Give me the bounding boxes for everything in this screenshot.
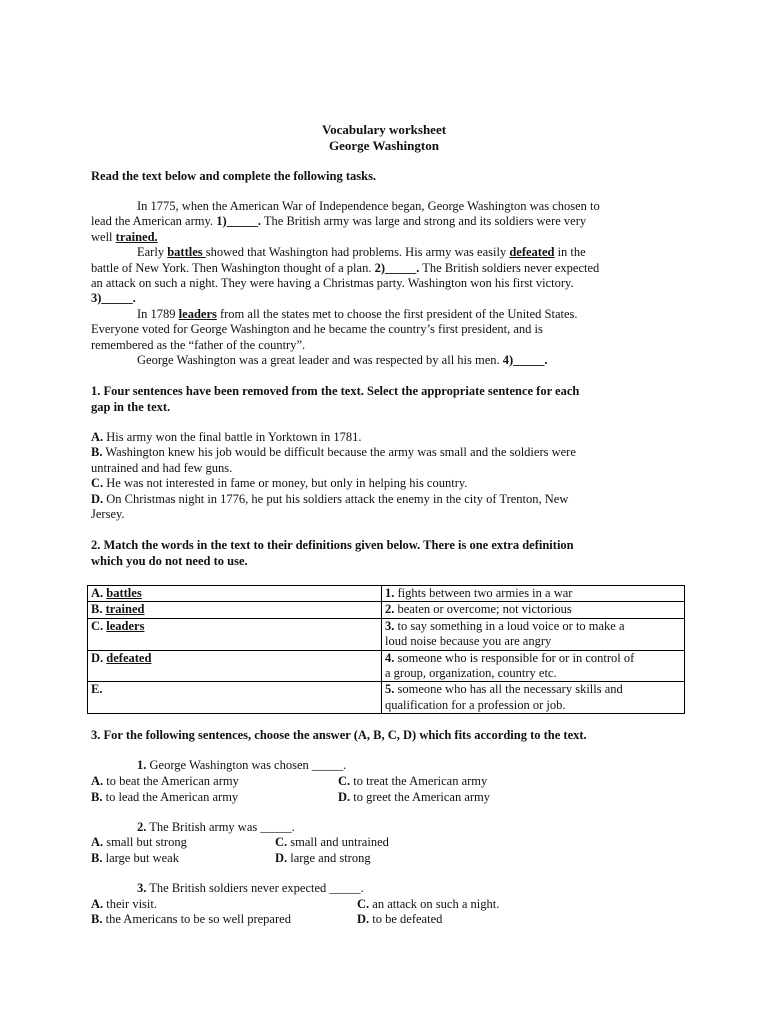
mc-option-c: C. to treat the American army — [338, 774, 488, 788]
mc-question-3: 3. The British soldiers never expected _____. — [137, 881, 364, 895]
mc-option-a: A. small but strong — [91, 835, 187, 849]
mc-option-b: B. large but weak — [91, 851, 179, 865]
passage-line: remembered as the “father of the country”. — [91, 337, 306, 352]
passage-line: In 1775, when the American War of Independence began, George Washington was chosen to — [137, 199, 600, 213]
gap-1: 1)_____. — [216, 214, 261, 229]
word-cell: A. battles — [88, 586, 382, 602]
option-item-cont: Jersey. — [91, 507, 125, 522]
passage-line: George Washington was a great leader and was respected by all his men. 4)_____. — [137, 353, 548, 368]
passage-line — [91, 291, 681, 306]
option-item: D. On Christmas night in 1776, he put his soldiers attack the enemy in the city of Trenton, New — [91, 491, 569, 506]
word-cell: D. defeated — [88, 650, 382, 682]
mc-option-b: B. the Americans to be so well prepared — [91, 912, 291, 926]
mc-option-d: D. large and strong — [275, 851, 371, 865]
passage-line: lead the American army. 1)_____. The British army was large and strong and its soldiers were very — [91, 214, 587, 229]
passage-line: well trained. — [91, 229, 158, 244]
table-row — [88, 586, 685, 602]
mc-option-a: A. their visit. — [91, 897, 157, 911]
vocab-trained: trained. — [115, 229, 158, 244]
mc-option-c: C. small and untrained — [275, 835, 389, 849]
task2-question-cont: which you do not need to use. — [91, 554, 248, 568]
instructions: Read the text below and complete the following tasks. — [91, 169, 377, 183]
passage-line: In 1789 leaders from all the states met to choose the first president of the United States. — [137, 306, 578, 321]
definition-cell: 5. someone who has all the necessary skills and qualification for a profession or job. — [382, 682, 685, 714]
mc-option-d: D. to be defeated — [357, 912, 443, 926]
passage-line: battle of New York. Then Washington thought of a plan. 2)_____. The British soldiers never expected — [91, 260, 600, 275]
gap-4: 4)_____. — [502, 353, 548, 368]
word-cell: B. trained — [88, 602, 382, 618]
option-item: A. His army won the final battle in Yorktown in 1781. — [91, 430, 362, 444]
passage-line: Everyone voted for George Washington and he became the country’s first president, and is — [91, 322, 543, 337]
task3-question: 3. For the following sentences, choose the answer (A, B, C, D) which fits according to the text. — [91, 728, 587, 742]
definition-cell: 4. someone who is responsible for or in control of a group, organization, country etc. — [382, 650, 685, 682]
table-row — [88, 682, 685, 714]
task1-question-cont: gap in the text. — [91, 400, 171, 414]
definition-cell: 1. fights between two armies in a war — [382, 586, 685, 602]
definition-cell: 3. to say something in a loud voice or to make a loud noise because you are angry — [382, 618, 685, 650]
worksheet-title: Vocabulary worksheet — [321, 122, 447, 137]
word-cell: C. leaders — [88, 618, 382, 650]
option-item-cont: untrained and had few guns. — [91, 460, 233, 475]
table-row — [88, 650, 685, 682]
passage-line: Early battles showed that Washington had problems. His army was easily defeated in the — [137, 245, 586, 260]
definition-cell: 2. beaten or overcome; not victorious — [382, 602, 685, 618]
mc-option-b: B. to lead the American army — [91, 790, 239, 804]
mc-option-d: D. to greet the American army — [338, 790, 491, 804]
option-item: B. Washington knew his job would be difficult because the army was small and the soldiers were — [91, 445, 576, 460]
option-item: C. He was not interested in fame or money, but only in helping his country. — [91, 476, 468, 491]
matching-table — [87, 585, 685, 714]
mc-question-2: 2. The British army was _____. — [137, 820, 295, 834]
mc-option-c: C. an attack on such a night. — [357, 897, 500, 911]
word-cell: E. — [88, 682, 382, 714]
table-row — [88, 602, 685, 618]
gap-3: 3)_____. — [91, 291, 136, 306]
passage-line: an attack on such a night. They were having a Christmas party. Washington won his first victory. — [91, 276, 574, 291]
gap-2: 2)_____. — [374, 260, 420, 275]
mc-question-1: 1. George Washington was chosen _____. — [137, 758, 347, 772]
vocab-leaders: leaders — [178, 306, 217, 321]
worksheet-subtitle: George Washington — [329, 138, 439, 153]
task1-question: 1. Four sentences have been removed from the text. Select the appropriate sentence for each — [91, 384, 580, 398]
table-row — [88, 618, 685, 650]
mc-option-a: A. to beat the American army — [91, 774, 239, 788]
task1-options — [91, 430, 681, 522]
reading-passage — [91, 199, 681, 368]
task2-question: 2. Match the words in the text to their definitions given below. There is one extra definition — [91, 538, 574, 552]
vocab-defeated: defeated — [509, 245, 555, 260]
vocab-battles: battles — [167, 245, 206, 260]
